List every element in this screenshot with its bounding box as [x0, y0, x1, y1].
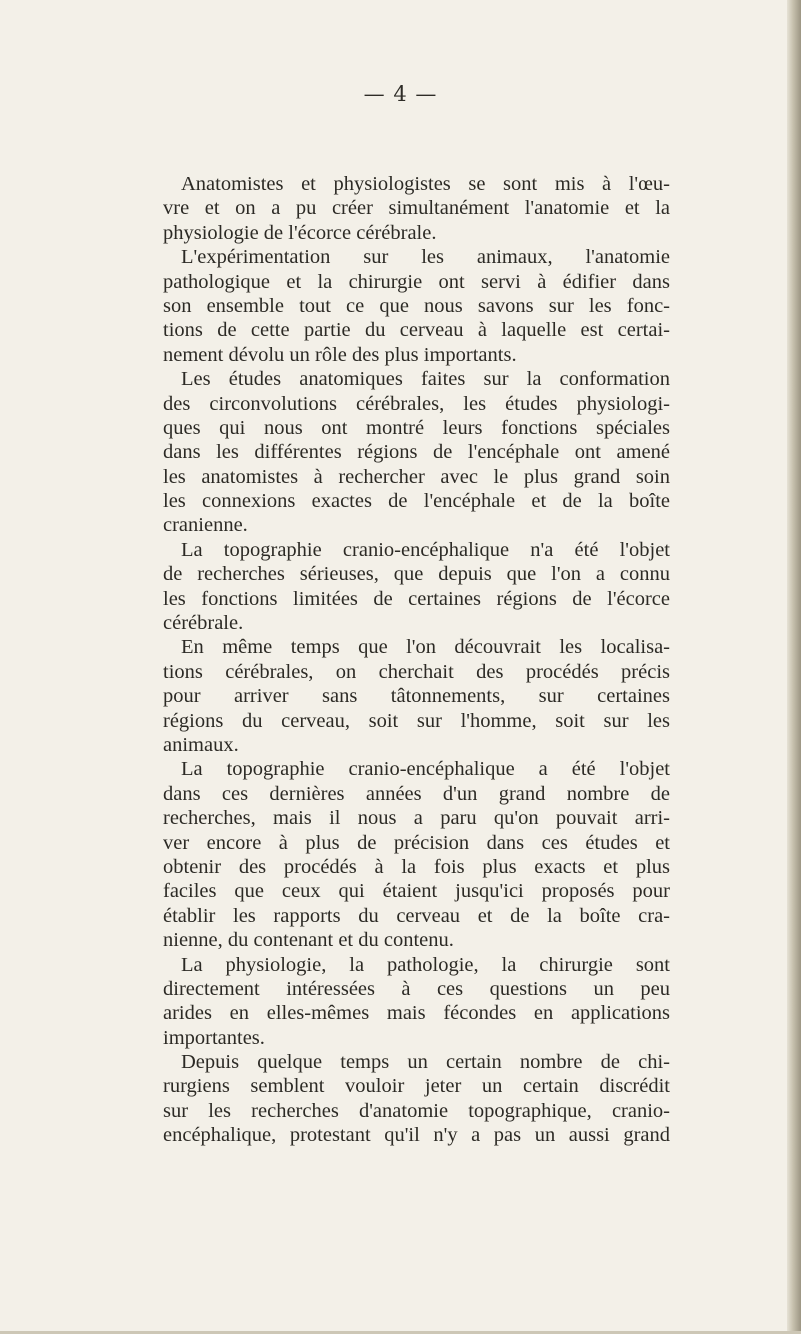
text-line: pour arriver sans tâtonnements, sur certaines	[163, 685, 670, 708]
page-number: — 4 —	[363, 82, 438, 106]
text-line: Les études anatomiques faites sur la conformation	[181, 368, 670, 391]
text-line: de recherches sérieuses, que depuis que l'on a connu	[163, 563, 670, 586]
text-line: des circonvolutions cérébrales, les études physiologi-	[163, 392, 670, 415]
text-line: La topographie cranio-encéphalique a été l'objet	[181, 758, 670, 781]
text-line: les anatomistes à rechercher avec le plus grand soin	[163, 465, 670, 488]
text-line: tions de cette partie du cerveau à laquelle est certai-	[163, 319, 670, 342]
text-line: vre et on a pu créer simultanément l'anatomie et la	[163, 197, 670, 220]
text-line: arides en elles-mêmes mais fécondes en applications	[163, 1002, 670, 1025]
text-line: régions du cerveau, soit sur l'homme, soit sur les	[163, 709, 670, 732]
text-line: cranienne.	[163, 514, 248, 537]
text-line: son ensemble tout ce que nous savons sur les fonc-	[163, 294, 670, 317]
text-line: animaux.	[163, 733, 239, 756]
text-line: les fonctions limitées de certaines régions de l'écorce	[163, 587, 670, 610]
text-line: dans les différentes régions de l'encéphale ont amené	[163, 441, 670, 464]
text-line: faciles que ceux qui étaient jusqu'ici proposés pour	[163, 880, 670, 903]
text-line: La physiologie, la pathologie, la chirurgie sont	[181, 953, 670, 976]
text-line: L'expérimentation sur les animaux, l'anatomie	[181, 246, 670, 269]
text-line: nement dévolu un rôle des plus importants.	[163, 343, 517, 366]
text-line: les connexions exactes de l'encéphale et de la boîte	[163, 490, 670, 513]
text-line: établir les rapports du cerveau et de la boîte cra-	[163, 904, 670, 927]
text-line: Anatomistes et physiologistes se sont mis à l'œu-	[181, 173, 670, 195]
text-line: pathologique et la chirurgie ont servi à édifier dans	[163, 270, 670, 293]
text-line: dans ces dernières années d'un grand nombre de	[163, 782, 670, 805]
text-line: obtenir des procédés à la fois plus exacts et plus	[163, 855, 670, 878]
body-text	[163, 172, 670, 1148]
text-line: sur les recherches d'anatomie topographique, cranio-	[163, 1099, 670, 1122]
page-edge	[787, 0, 801, 1334]
text-line: recherches, mais il nous a paru qu'on pouvait arri-	[163, 807, 670, 830]
text-line: cérébrale.	[163, 612, 244, 635]
text-line: ver encore à plus de précision dans ces études et	[163, 831, 670, 854]
text-line: Depuis quelque temps un certain nombre de chi-	[181, 1051, 670, 1074]
text-line: rurgiens semblent vouloir jeter un certain discrédit	[163, 1075, 670, 1098]
text-line: physiologie de l'écorce cérébrale.	[163, 221, 437, 244]
text-line: ques qui nous ont montré leurs fonctions spéciales	[163, 416, 670, 439]
text-line: importantes.	[163, 1026, 265, 1049]
text-line: directement intéressées à ces questions un peu	[163, 977, 670, 1000]
text-line: tions cérébrales, on cherchait des procédés précis	[163, 660, 670, 683]
text-line: En même temps que l'on découvrait les localisa-	[181, 636, 670, 659]
text-line: encéphalique, protestant qu'il n'y a pas un aussi grand	[163, 1124, 670, 1147]
text-line: nienne, du contenant et du contenu.	[163, 929, 454, 952]
text-line: La topographie cranio-encéphalique n'a été l'objet	[181, 538, 670, 561]
